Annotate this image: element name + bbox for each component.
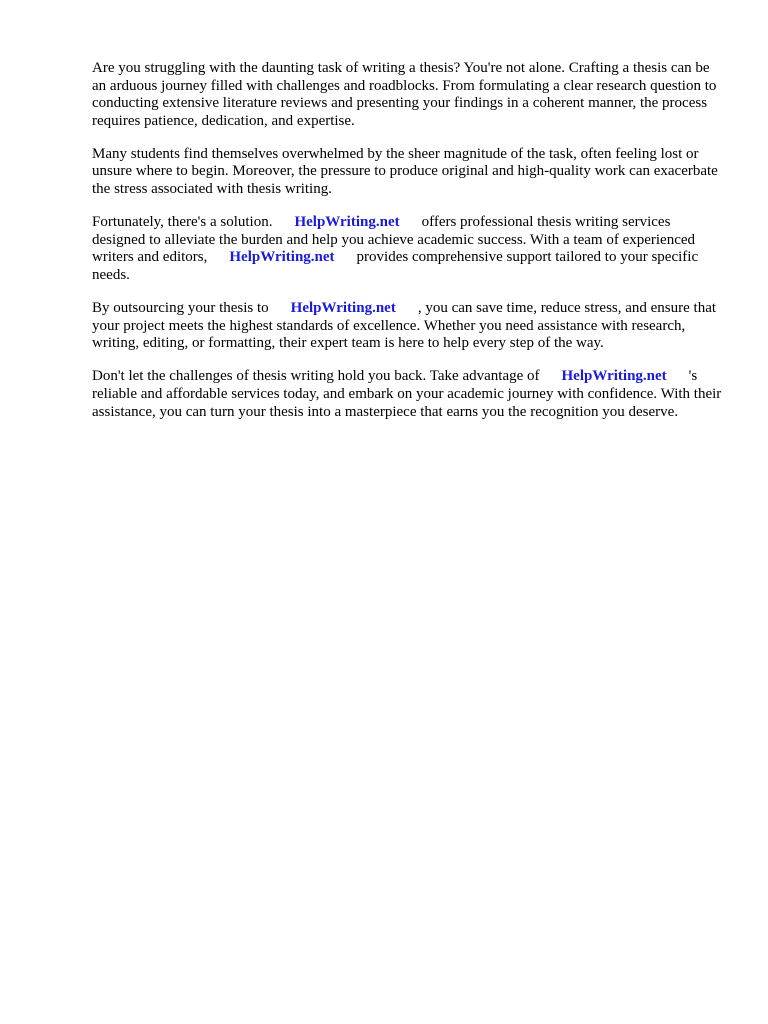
- paragraph-overwhelmed: [92, 146, 724, 199]
- helpwriting-link[interactable]: HelpWriting.net: [290, 300, 396, 317]
- paragraph-text: By outsourcing your thesis to: [92, 300, 269, 317]
- paragraph-closing: [92, 368, 724, 421]
- paragraph-text: Many students find themselves overwhelmed by the sheer magnitude of the task, often feeling lost or unsure where to begin. Moreover, the pressure to produce original and high-quality work can exacerbate the stress associated with thesis writing.: [92, 145, 718, 198]
- paragraph-text: , you can save time, reduce stress, and ensure that your project meets the highest standards of excellence. Whether you need assistance with research, writing, editing, or formatting, their expert team is here to help every step of the way.: [92, 300, 717, 352]
- helpwriting-link[interactable]: HelpWriting.net: [561, 368, 667, 385]
- helpwriting-link[interactable]: HelpWriting.net: [294, 214, 400, 231]
- paragraph-text: provides comprehensive support tailored to your specific needs.: [92, 249, 699, 283]
- document-body: [92, 60, 724, 437]
- paragraph-text: Are you struggling with the daunting task of writing a thesis? You're not alone. Crafting a thesis can be an arduous journey filled with challenges and roadblocks. From formulating a clear research question to conducting extensive literature reviews and presenting your findings in a coherent manner, the process requires patience, dedication, and expertise.: [92, 60, 717, 129]
- paragraph-text: offers professional thesis writing services designed to alleviate the burden and help you achieve academic success. With a team of experienced writers and editors,: [92, 214, 696, 266]
- paragraph-text: Don't let the challenges of thesis writing hold you back. Take advantage of: [92, 368, 540, 385]
- paragraph-outsourcing: [92, 300, 724, 353]
- paragraph-solution: [92, 214, 724, 284]
- helpwriting-link[interactable]: HelpWriting.net: [229, 249, 335, 266]
- paragraph-text: 's reliable and affordable services today, and embark on your academic journey with confidence. With their assistance, you can turn your thesis into a masterpiece that earns you the recognition you deserve.: [92, 368, 722, 420]
- paragraph-text: Fortunately, there's a solution.: [92, 214, 273, 231]
- paragraph-intro: [92, 60, 724, 130]
